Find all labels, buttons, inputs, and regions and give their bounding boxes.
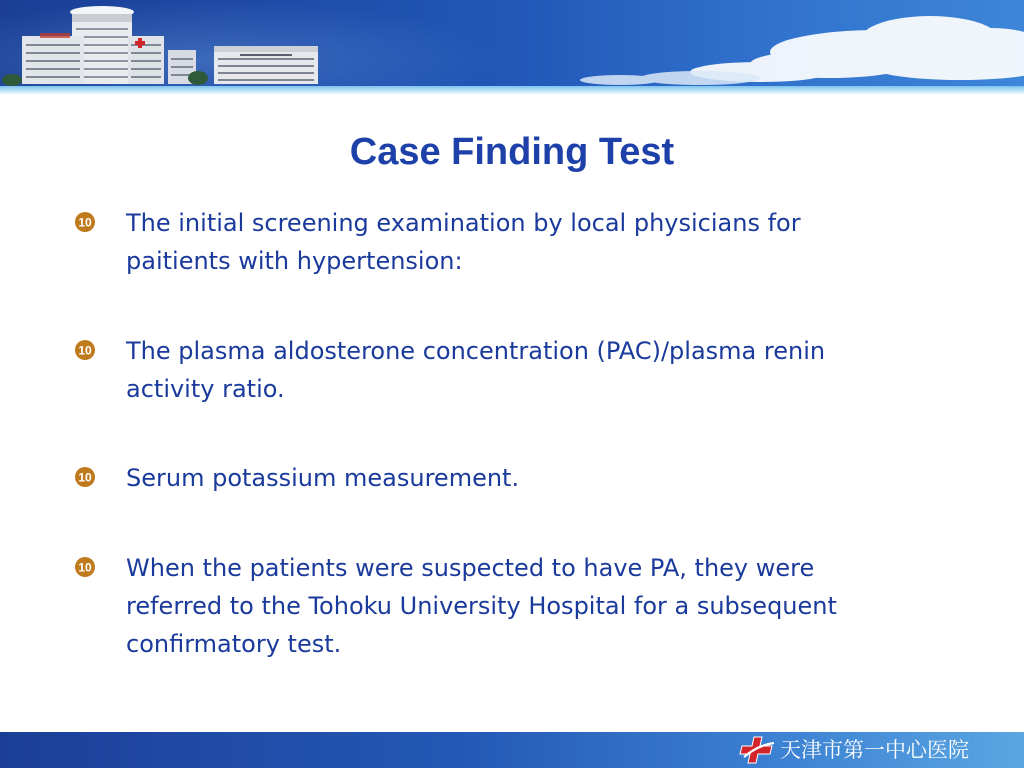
circled-ten-icon	[74, 339, 96, 361]
header-banner	[0, 0, 1024, 86]
bullet-line: When the patients were suspected to have PA, they were	[126, 554, 815, 582]
bullet-text	[126, 459, 926, 497]
bullet-line: referred to the Tohoku University Hospital for a subsequent	[126, 592, 837, 620]
cloud-decoration	[690, 16, 1024, 82]
svg-text:10: 10	[78, 343, 92, 358]
footer-hospital-name: 天津市第一中心医院	[780, 738, 969, 762]
svg-text:10: 10	[78, 560, 92, 575]
hospital-cross-logo-icon	[738, 735, 778, 765]
bullet-line: confirmatory test.	[126, 630, 342, 658]
bullet-text	[126, 332, 926, 408]
bullet-line: activity ratio.	[126, 375, 285, 403]
bullet-line: Serum potassium measurement.	[126, 464, 520, 492]
bullet-line: The initial screening examination by local physicians for	[126, 209, 801, 237]
slide-title: Case Finding Test	[349, 131, 675, 173]
circled-ten-icon	[74, 211, 96, 233]
bullet-line: The plasma aldosterone concentration (PAC)/plasma renin	[126, 337, 826, 365]
circled-ten-icon	[74, 556, 96, 578]
bullet-line: paitients with hypertension:	[126, 247, 463, 275]
bullet-text	[126, 549, 926, 663]
hospital-building-illustration	[2, 6, 318, 86]
banner-stripe	[0, 86, 1024, 94]
header-illustration	[0, 0, 1024, 86]
svg-text:10: 10	[78, 215, 92, 230]
circled-ten-icon	[74, 466, 96, 488]
bullet-text	[126, 204, 926, 280]
svg-text:10: 10	[78, 470, 92, 485]
